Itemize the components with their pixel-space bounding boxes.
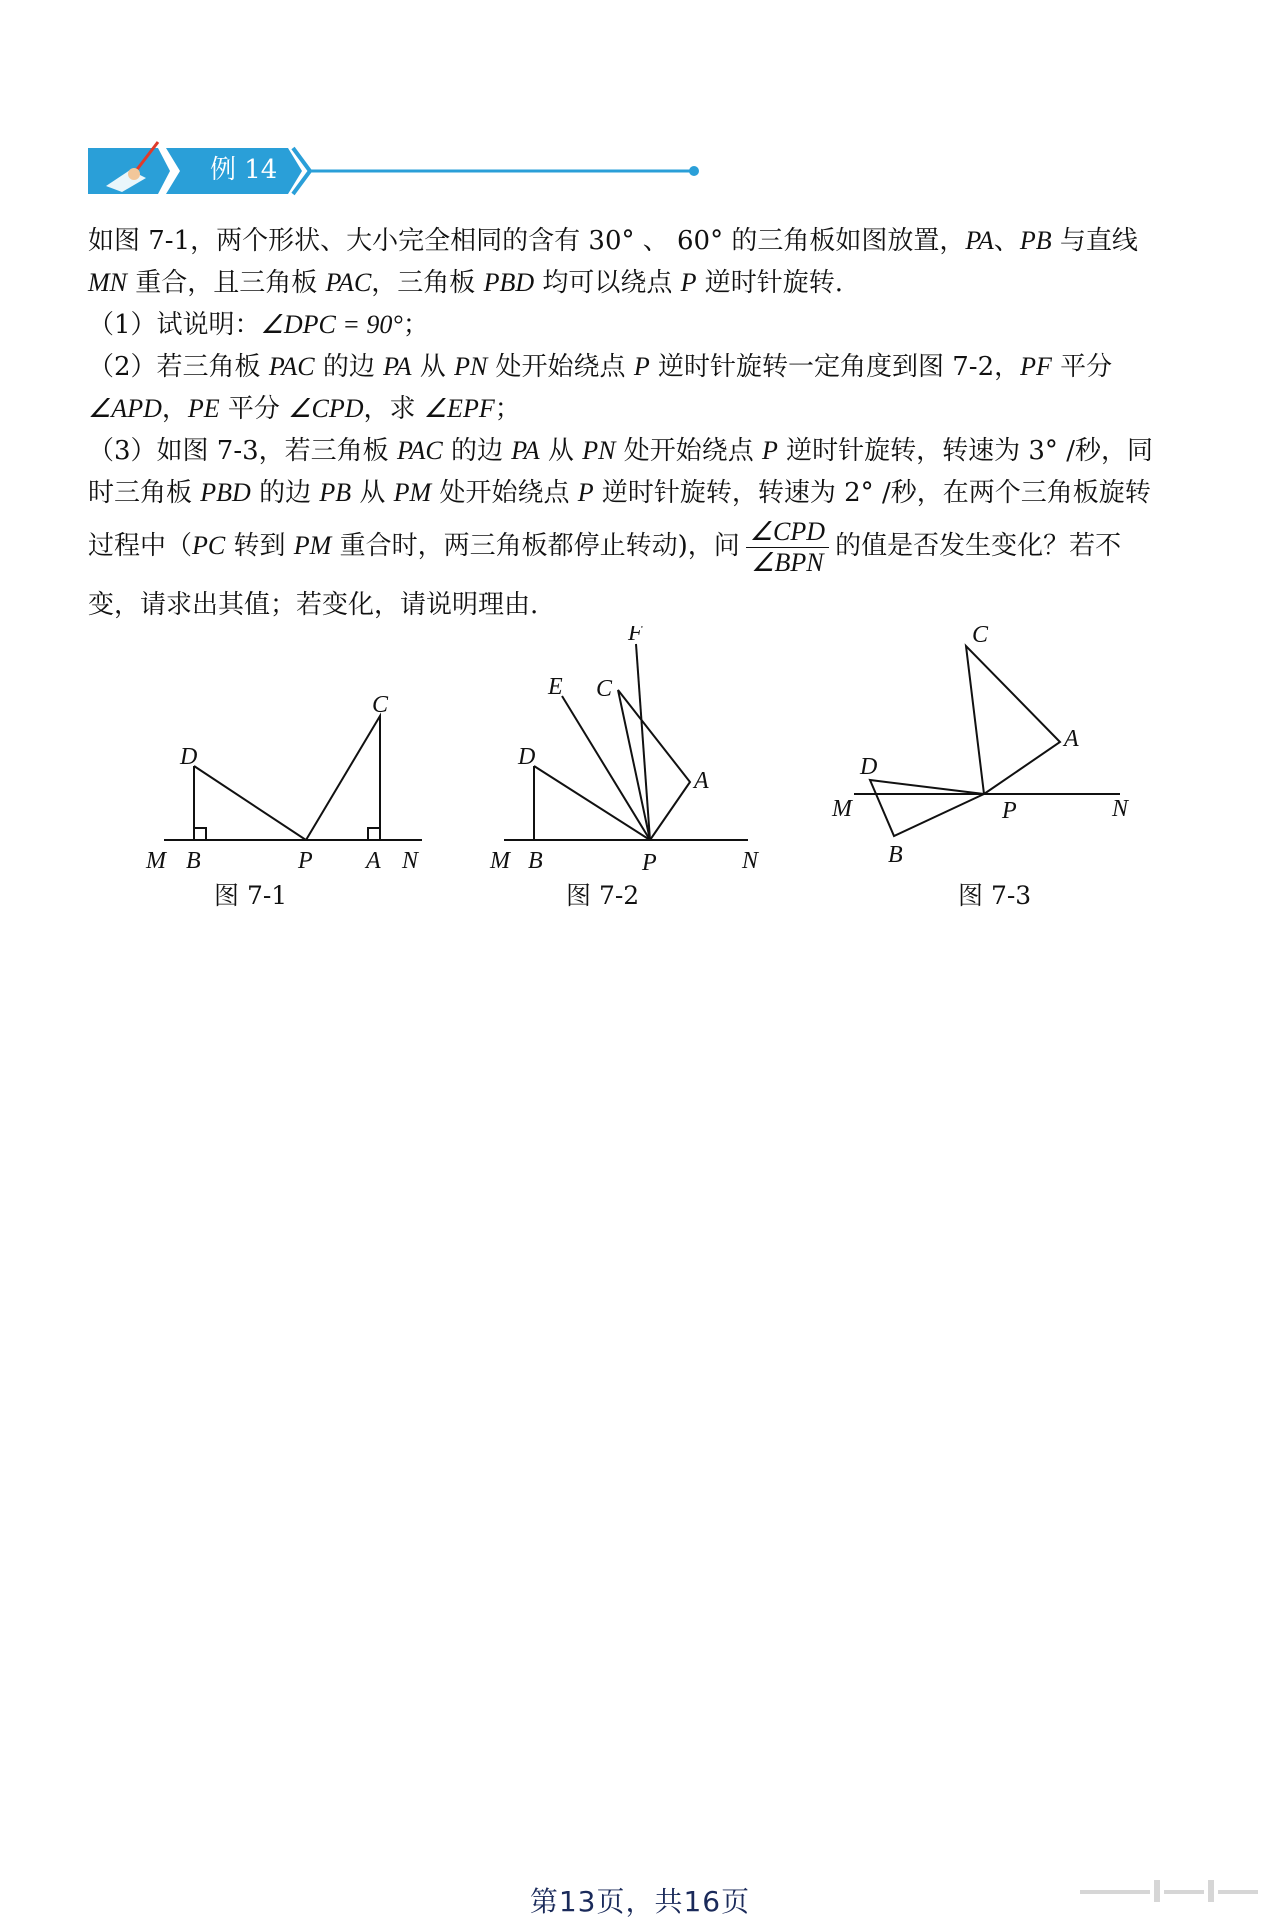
svg-text:D: D [518, 744, 536, 770]
svg-text:D: D [180, 744, 198, 770]
svg-text:A: A [1064, 726, 1079, 752]
svg-text:B: B [888, 842, 903, 868]
figure-7-2 [484, 626, 784, 876]
problem-part2-line2: ∠APD，PE 平分 ∠CPD，求 ∠EPF； [88, 394, 521, 424]
svg-text:M: M [832, 796, 852, 822]
problem-part3-line2: 时三角板 PBD 的边 PB 从 PM 处开始绕点 P 逆时针旋转，转速为 2° /秒，在两个三角板旋转 [88, 478, 1151, 508]
svg-text:B: B [186, 848, 201, 874]
example-label: 例 14 [210, 155, 278, 185]
svg-text:P: P [642, 850, 657, 876]
svg-text:C: C [596, 676, 613, 702]
svg-text:B: B [528, 848, 543, 874]
svg-text:M: M [490, 848, 510, 874]
problem-part3-line1: （3）如图 7-3，若三角板 PAC 的边 PA 从 PN 处开始绕点 P 逆时针旋转，转速为 3° /秒，同 [88, 436, 1153, 466]
svg-text:C: C [372, 692, 389, 718]
svg-text:P: P [1002, 798, 1017, 824]
problem-part3-line3: 过程中（PC 转到 PM 重合时，两三角板都停止转动)，问 $\frac{\text{∠CPD}}{\text{∠BPN}}$ 的值是否发生变化？若不 [88, 516, 1122, 577]
svg-text:F: F [628, 626, 643, 646]
svg-text:C: C [972, 624, 989, 648]
problem-part3-line4: 变，请求出其值；若变化，请说明理由. [88, 590, 539, 620]
svg-text:A: A [694, 768, 709, 794]
svg-text:A: A [366, 848, 381, 874]
svg-text:N: N [742, 848, 759, 874]
svg-text:N: N [402, 848, 419, 874]
svg-text:M: M [146, 848, 166, 874]
example-header-banner [88, 140, 708, 202]
problem-part1: （1）试说明：∠DPC = 90°； [88, 310, 429, 340]
problem-part2-line1: （2）若三角板 PAC 的边 PA 从 PN 处开始绕点 P 逆时针旋转一定角度到图 7-2，PF 平分 [88, 352, 1113, 382]
svg-text:P: P [298, 848, 313, 874]
figure-7-1 [140, 676, 440, 876]
svg-text:E: E [548, 674, 563, 700]
svg-text:N: N [1112, 796, 1129, 822]
ratio-fraction: $\frac{\text{∠CPD}}{\text{∠BPN}}$ [746, 517, 829, 578]
svg-text:D: D [860, 754, 878, 780]
figure-7-2-caption: 图 7-2 [566, 881, 640, 910]
problem-intro-line1: 如图 7-1，两个形状、大小完全相同的含有 30° 、 60° 的三角板如图放置，PA、PB 与直线 [88, 226, 1138, 256]
watermark-logo-icon [1080, 1876, 1260, 1910]
problem-intro-line2: MN 重合，且三角板 PAC，三角板 PBD 均可以绕点 P 逆时针旋转. [88, 268, 844, 298]
figure-7-1-caption: 图 7-1 [214, 881, 288, 910]
figure-7-3 [826, 624, 1146, 874]
figure-7-3-caption: 图 7-3 [958, 881, 1032, 910]
page-number-footer: 第13页，共16页 [529, 1885, 751, 1918]
